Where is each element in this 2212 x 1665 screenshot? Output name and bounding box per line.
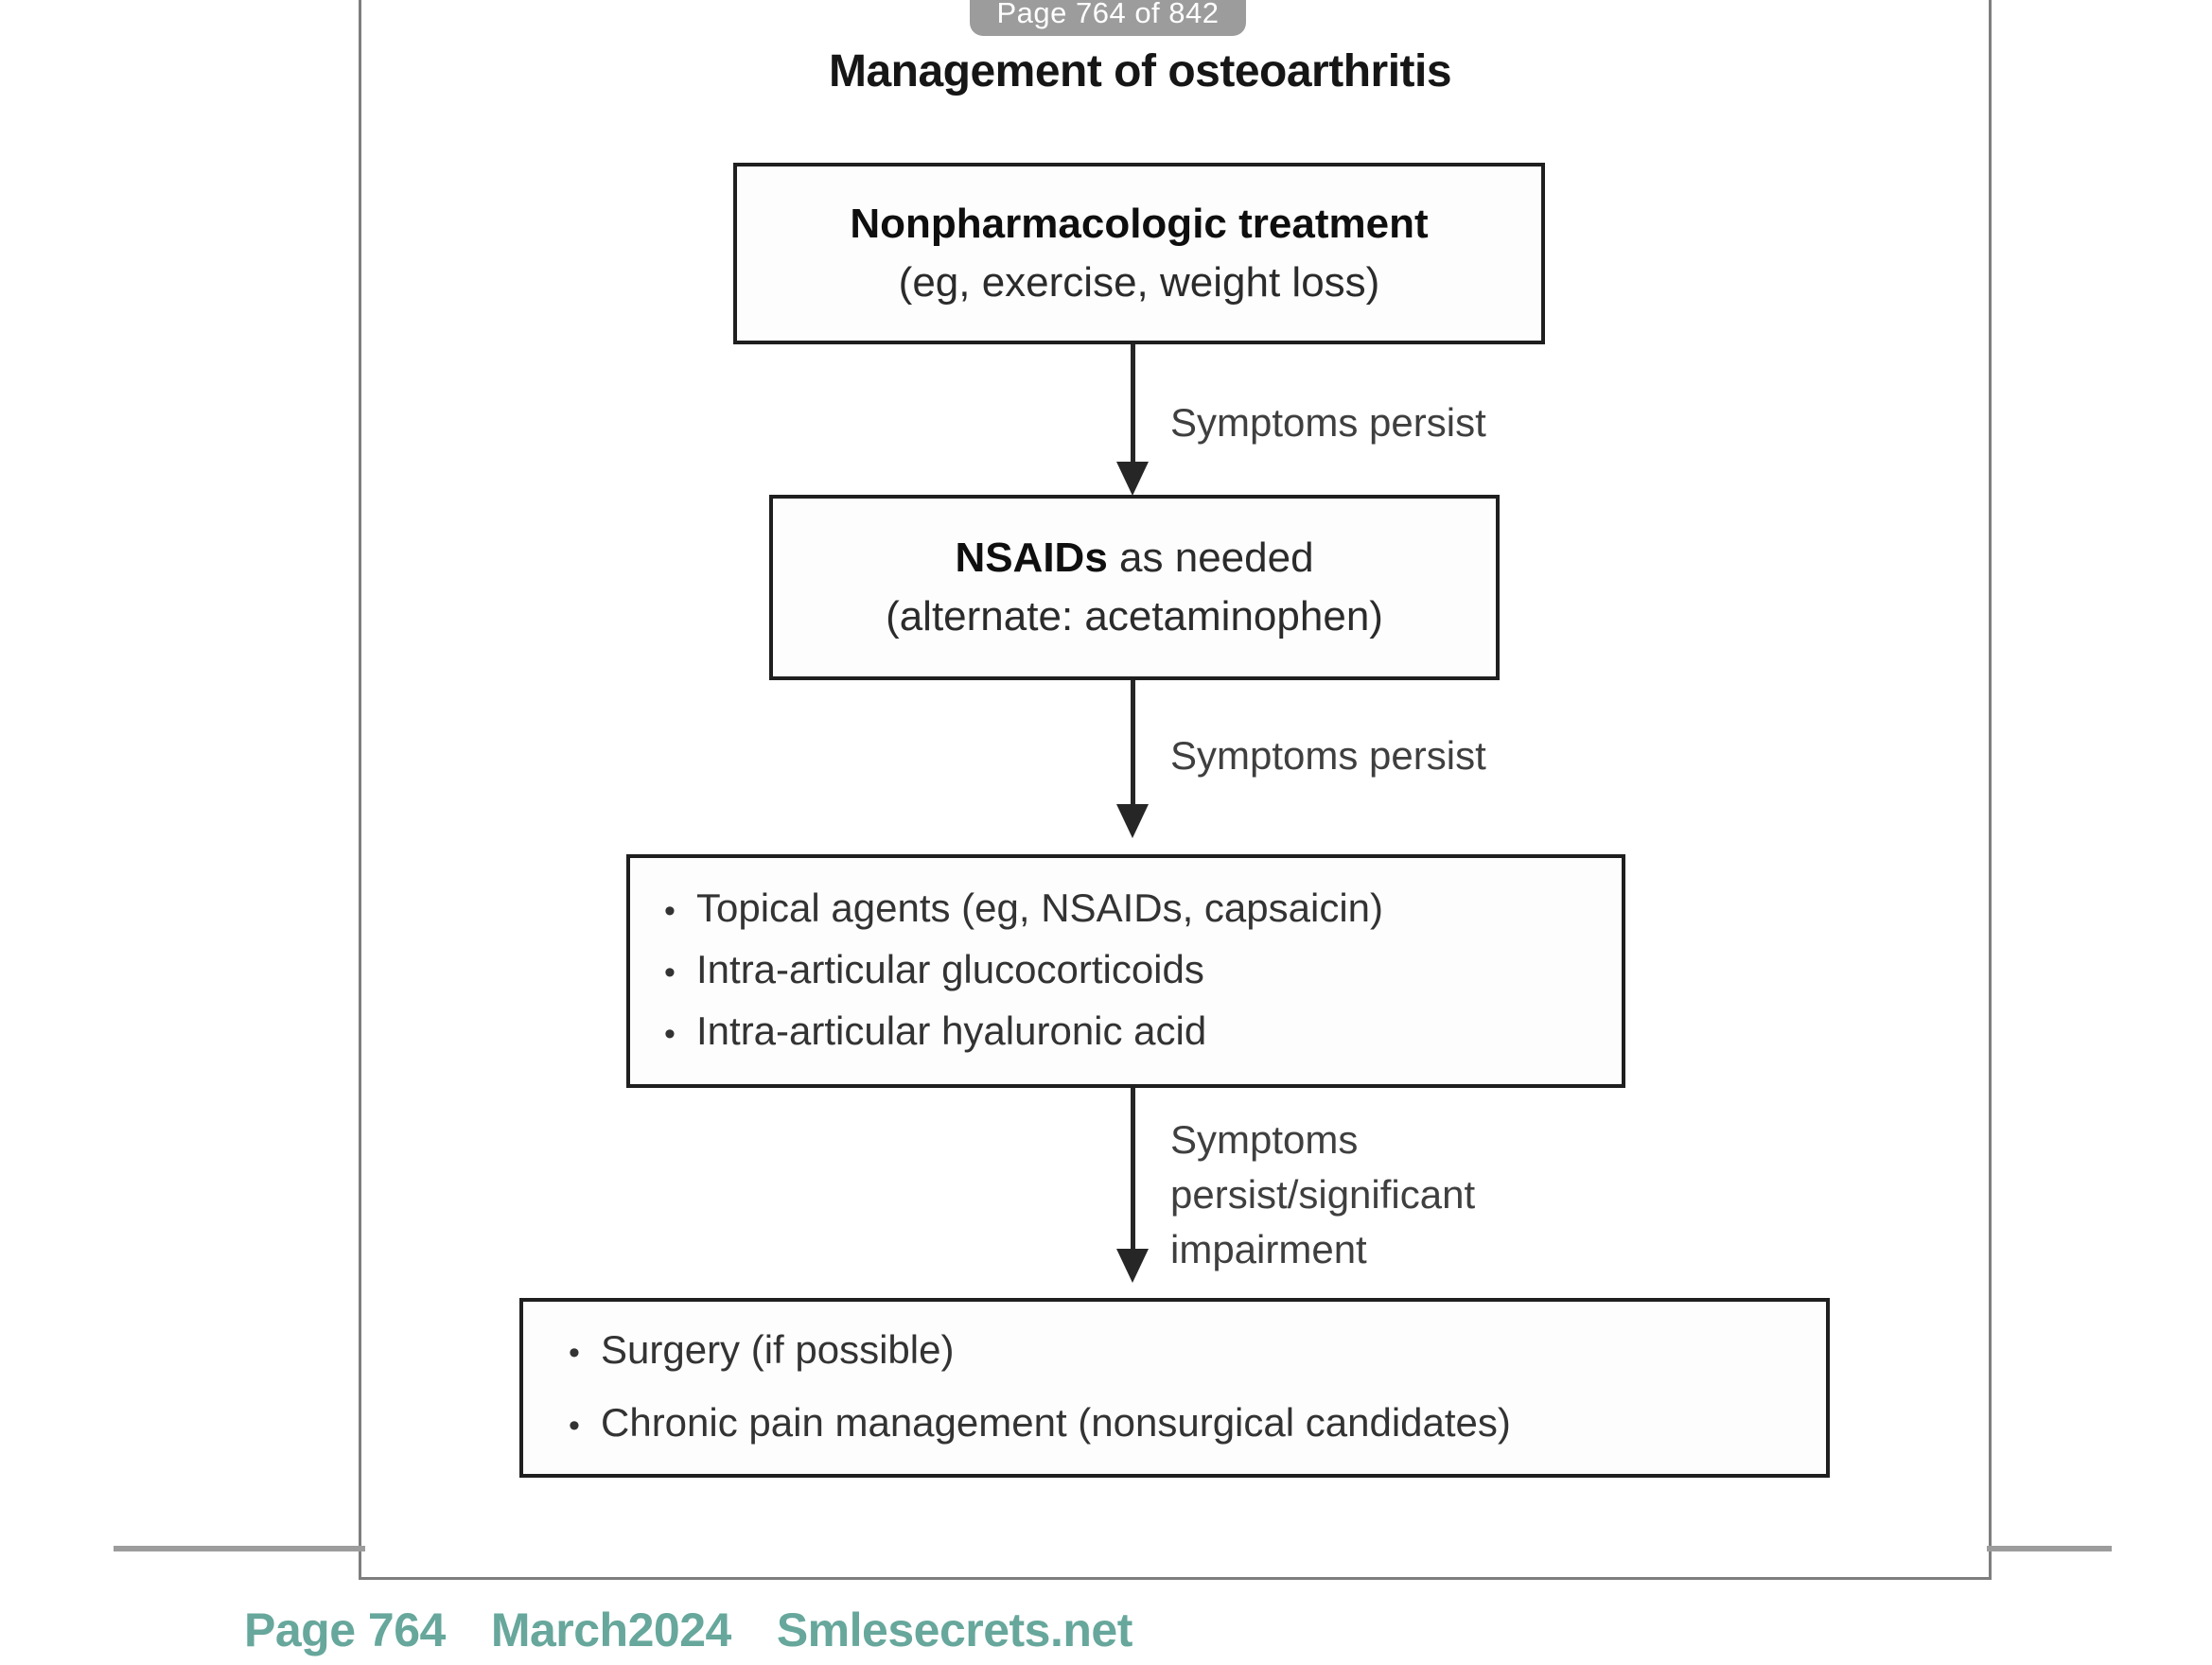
box3-bullet-3: Intra-articular hyaluronic acid [696,1008,1207,1053]
list-item [664,940,1593,1002]
list-item [664,1002,1593,1063]
box2-line2: (alternate: acetaminophen) [886,593,1383,640]
list-item [664,879,1593,940]
box3-bullet-2: Intra-articular glucocorticoids [696,947,1204,991]
footer-site: Smlesecrets.net [776,1604,1132,1656]
footer-page-number: Page 764 [244,1604,446,1656]
flow-box-surgery [519,1298,1830,1478]
arrowhead-down-icon [1116,462,1149,496]
page-badge-label: Page 764 of 842 [996,0,1220,29]
edge-label-line: persist/significant [1170,1172,1476,1217]
arrowhead-down-icon [1116,1249,1149,1283]
box4-bullet-2: Chronic pain management (nonsurgical candidates) [601,1400,1511,1445]
box3-bullet-1: Topical agents (eg, NSAIDs, capsaicin) [696,885,1383,930]
bullet-marker: • [569,1335,580,1371]
horizontal-rule-right [1987,1546,2112,1551]
bullet-marker: • [664,955,676,990]
arrow-down-icon [1131,344,1135,464]
box1-line2: (eg, exercise, weight loss) [898,259,1380,306]
horizontal-rule-left [114,1546,365,1551]
flow-box-topical-injections [626,854,1625,1088]
box4-bullet-1: Surgery (if possible) [601,1327,955,1372]
page-number-badge [970,0,1246,36]
box2-line1: NSAIDs as needed [955,535,1314,581]
footer-date: March2024 [490,1604,731,1656]
box1-line1: Nonpharmacologic treatment [850,201,1429,247]
bullet-marker: • [664,893,676,929]
list-item [569,1315,1798,1388]
flow-box-nsaids [769,495,1500,680]
arrow-down-icon [1131,680,1135,806]
flow-box-nonpharmacologic [733,163,1545,344]
arrowhead-down-icon [1116,804,1149,838]
figure-title: Management of osteoarthritis [828,46,1452,96]
list-item [569,1388,1798,1461]
bullet-marker: • [569,1408,580,1444]
edge-label-line: Symptoms [1170,1117,1359,1162]
edge-label-line: impairment [1170,1227,1367,1271]
edge-label-symptoms-impairment [1170,1113,1475,1277]
edge-label-symptoms-persist-1: Symptoms persist [1170,400,1486,445]
edge-label-symptoms-persist-2: Symptoms persist [1170,733,1486,778]
arrow-down-icon [1131,1088,1135,1251]
bullet-marker: • [664,1016,676,1052]
page-footer [244,1603,1132,1657]
